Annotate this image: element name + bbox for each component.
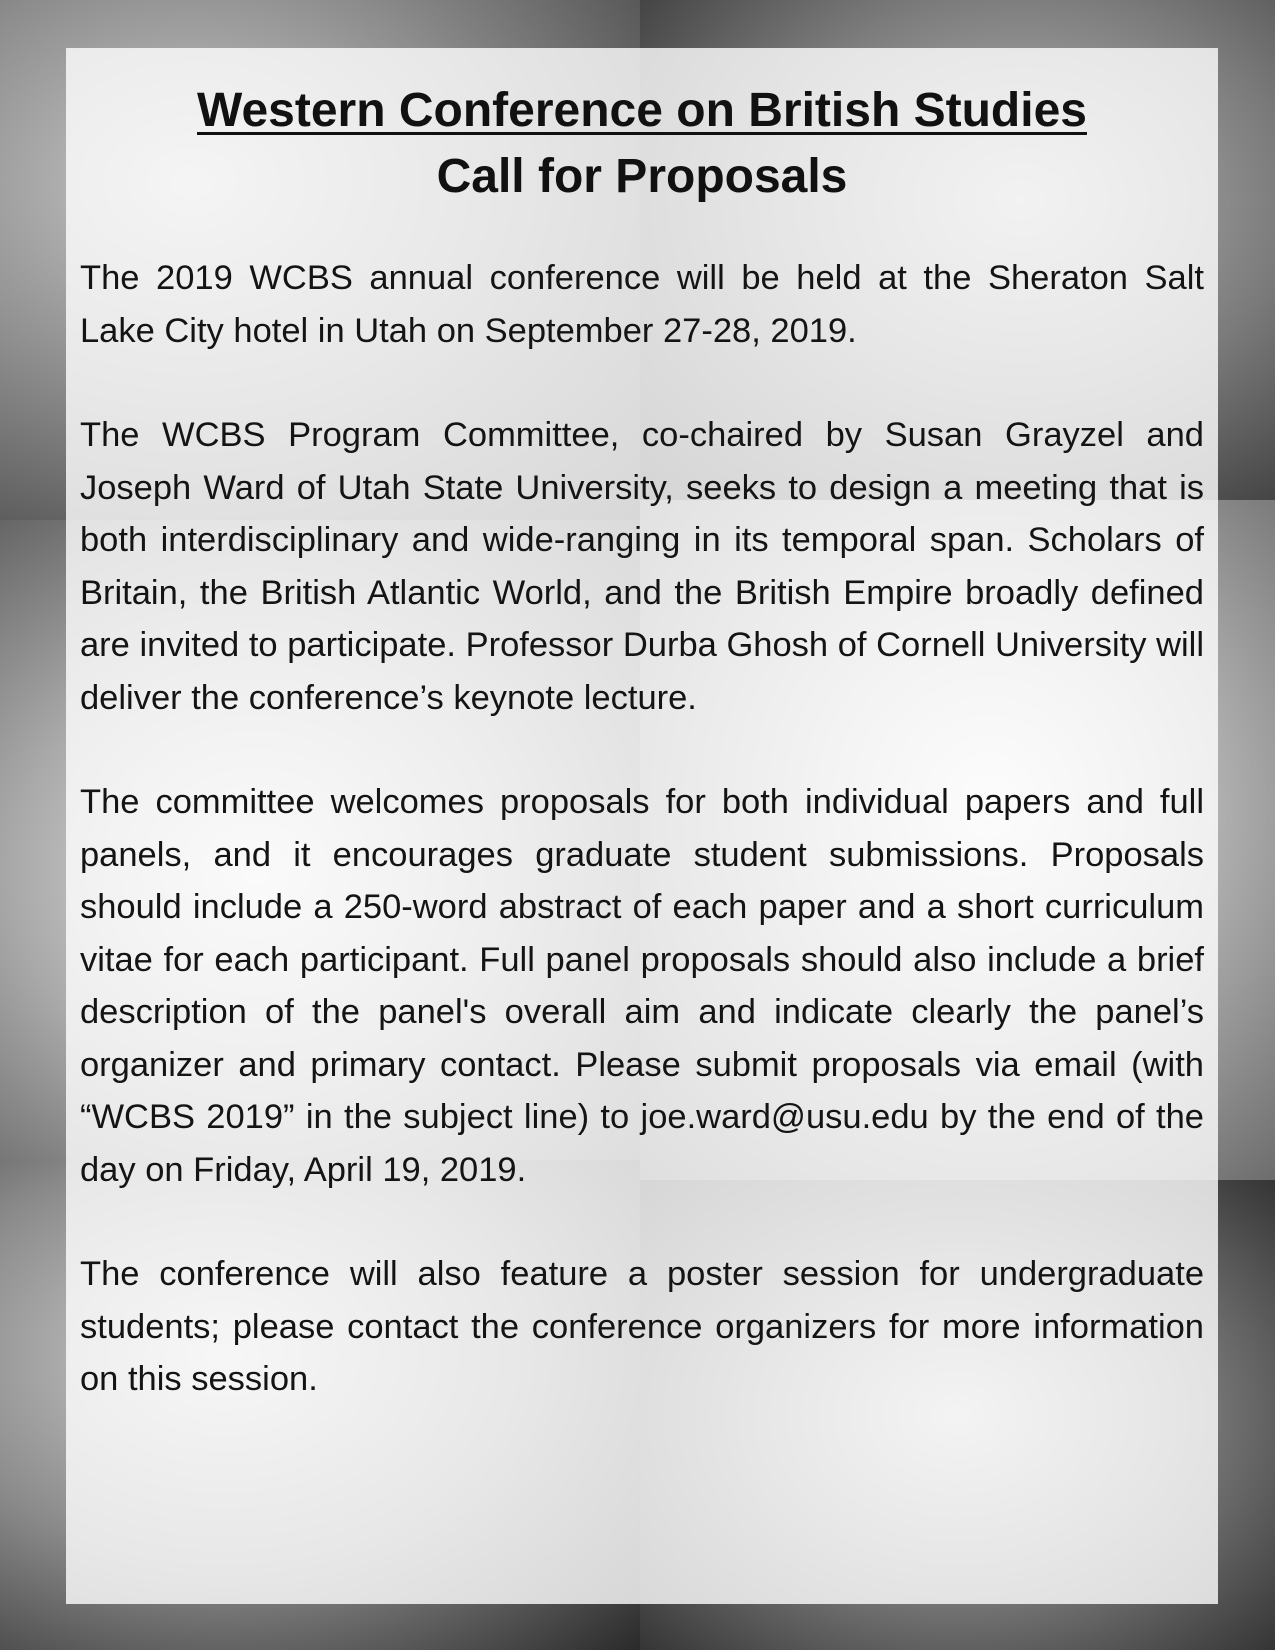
call-for-proposals-heading: Call for Proposals	[436, 150, 848, 203]
call-for-proposals-card	[66, 48, 1218, 1604]
conference-title: Western Conference on British Studies	[197, 84, 1087, 137]
paragraph-program-committee: The WCBS Program Committee, co-chaired by Susan Grayzel and Joseph Ward of Utah State University, seeks to design a meeting that is both interdisciplinary and wide-ranging in its temporal span. Scholars of Britain, the British Atlantic World, and the British Empire broadly defined are invited to participate. Professor Durba Ghosh of Cornell University will deliver the conference’s keynote lecture.	[80, 416, 1204, 717]
paragraph-submission-guidelines: The committee welcomes proposals for both individual papers and full panels, and it encourages graduate student submissions. Proposals should include a 250-word abstract of each paper and a short curriculum vitae for each participant. Full panel proposals should also include a brief description of the panel's overall aim and indicate clearly the panel’s organizer and primary contact. Please submit proposals via email (with “WCBS 2019” in the subject line) to joe.ward@usu.edu by the end of the day on Friday, April 19, 2019.	[80, 783, 1204, 1189]
paragraph-venue: The 2019 WCBS annual conference will be held at the Sheraton Salt Lake City hotel in Utah on September 27-28, 2019.	[80, 259, 1204, 350]
paragraph-poster-session: The conference will also feature a poster session for undergraduate students; please contact the conference organizers for more information on this session.	[80, 1255, 1204, 1398]
